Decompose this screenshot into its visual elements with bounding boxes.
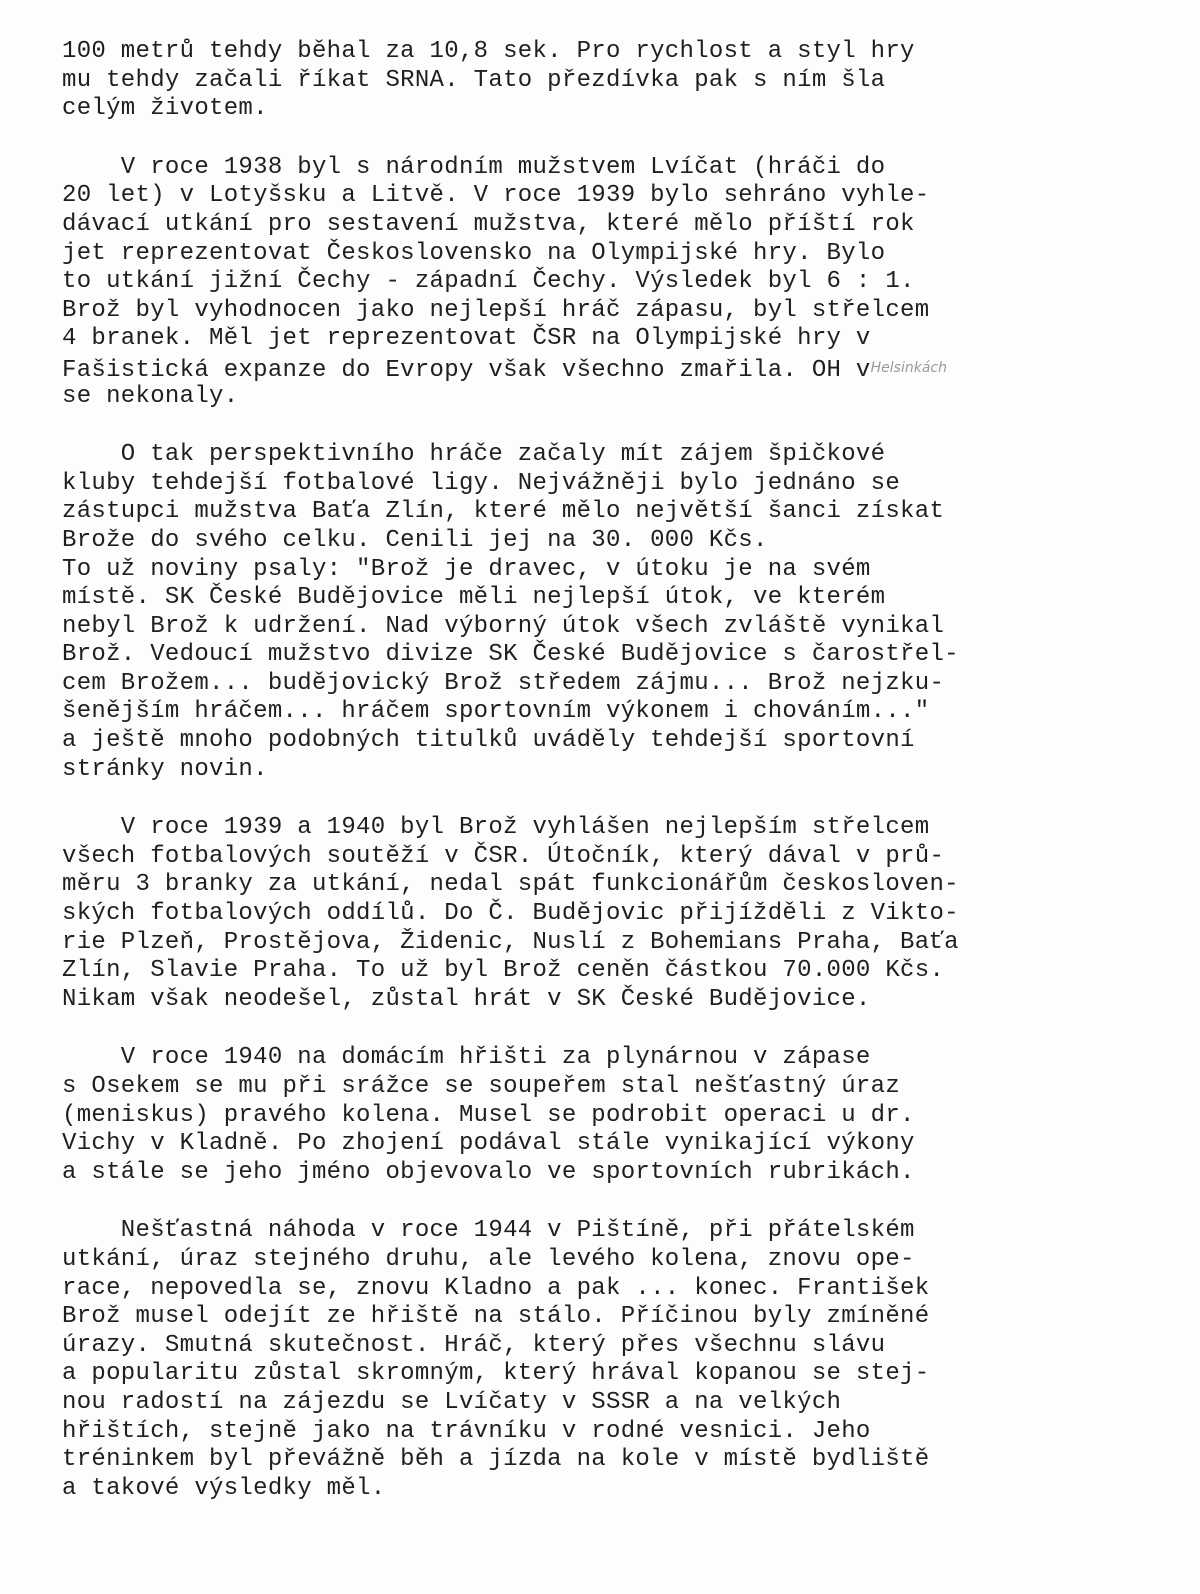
- text-line: měru 3 branky za utkání, nedal spát funkcionářům českosloven-: [62, 871, 959, 899]
- text-line: Brož musel odejít ze hřiště na stálo. Příčinou byly zmíněné: [62, 1303, 930, 1331]
- paragraph-2: [62, 154, 1162, 411]
- text-line: a stále se jeho jméno objevovalo ve sportovních rubrikách.: [62, 1158, 915, 1186]
- text-line: Nešťastná náhoda v roce 1944 v Pištíně, při přátelském: [62, 1217, 915, 1245]
- text-line: rie Plzeň, Prostějova, Židenic, Nuslí z Bohemians Praha, Baťa: [62, 928, 959, 956]
- text-line: nou radostí na zájezdu se Lvíčaty v SSSR a na velkých: [62, 1388, 842, 1416]
- text-line: Nikam však neodešel, zůstal hrát v SK České Budějovice.: [62, 985, 871, 1013]
- text-line: Brož byl vyhodnocen jako nejlepší hráč zápasu, byl střelcem: [62, 296, 930, 324]
- text-line: V roce 1940 na domácím hřišti za plynárnou v zápase: [62, 1044, 871, 1072]
- text-line: tréninkem byl převážně běh a jízda na kole v místě bydliště: [62, 1446, 930, 1474]
- document-body: [62, 38, 1162, 1503]
- text-line: úrazy. Smutná skutečnost. Hráč, který přes všechnu slávu: [62, 1331, 886, 1359]
- text-line: V roce 1939 a 1940 byl Brož vyhlášen nejlepším střelcem: [62, 814, 930, 842]
- text-line: [62, 354, 1162, 383]
- text-line: jet reprezentovat Československo na Olympijské hry. Bylo: [62, 239, 886, 267]
- text-line-content: Fašistická expanze do Evropy však všechno zmařila. OH v: [62, 356, 871, 384]
- text-line: dávací utkání pro sestavení mužstva, které mělo příští rok: [62, 210, 915, 238]
- text-line: mu tehdy začali říkat SRNA. Tato přezdívka pak s ním šla: [62, 66, 886, 94]
- text-line: stránky novin.: [62, 755, 268, 783]
- text-line: místě. SK České Budějovice měli nejlepší útok, ve kterém: [62, 584, 886, 612]
- text-line: 4 branek. Měl jet reprezentovat ČSR na Olympijské hry v: [62, 325, 871, 353]
- text-line: 100 metrů tehdy běhal za 10,8 sek. Pro rychlost a styl hry: [62, 38, 915, 65]
- text-line: zástupci mužstva Baťa Zlín, které mělo největší šanci získat: [62, 498, 945, 526]
- text-line: a ještě mnoho podobných titulků uváděly tehdejší sportovní: [62, 727, 915, 755]
- text-line: celým životem.: [62, 95, 268, 123]
- text-line: utkání, úraz stejného druhu, ale levého kolena, znovu ope-: [62, 1245, 915, 1273]
- handwritten-note: Helsinkách: [870, 359, 947, 376]
- text-line: hřištích, stejně jako na trávníku v rodné vesnici. Jeho: [62, 1417, 871, 1445]
- text-line: a popularitu zůstal skromným, který hrával kopanou se stej-: [62, 1360, 930, 1388]
- text-line: (meniskus) pravého kolena. Musel se podrobit operaci u dr.: [62, 1101, 915, 1129]
- text-line: O tak perspektivního hráče začaly mít zájem špičkové: [62, 441, 886, 469]
- text-line: 20 let) v Lotyšsku a Litvě. V roce 1939 bylo sehráno vyhle-: [62, 182, 930, 210]
- text-line: To už noviny psaly: "Brož je dravec, v útoku je na svém: [62, 555, 871, 583]
- paragraph-5: [62, 1044, 1162, 1187]
- text-line: a takové výsledky měl.: [62, 1474, 386, 1502]
- text-line: Vichy v Kladně. Po zhojení podával stále vynikající výkony: [62, 1130, 915, 1158]
- text-line: kluby tehdejší fotbalové ligy. Nejvážněji bylo jednáno se: [62, 469, 901, 497]
- text-line: se nekonaly.: [62, 382, 239, 410]
- paragraph-4: [62, 814, 1162, 1014]
- text-line: race, nepovedla se, znovu Kladno a pak ... konec. František: [62, 1274, 930, 1302]
- paragraph-1: [62, 38, 1162, 124]
- text-line: ských fotbalových oddílů. Do Č. Budějovic přijížděli z Vikto-: [62, 900, 959, 928]
- text-line: to utkání jižní Čechy - západní Čechy. Výsledek byl 6 : 1.: [62, 268, 915, 296]
- text-line: nebyl Brož k udržení. Nad výborný útok všech zvláště vynikal: [62, 612, 945, 640]
- paragraph-6: [62, 1217, 1162, 1503]
- text-line: Brože do svého celku. Cenili jej na 30. 000 Kčs.: [62, 526, 768, 554]
- text-line: Brož. Vedoucí mužstvo divize SK České Budějovice s čarostřel-: [62, 641, 959, 669]
- text-line: všech fotbalových soutěží v ČSR. Útočník, který dával v prů-: [62, 842, 945, 870]
- text-line: V roce 1938 byl s národním mužstvem Lvíčat (hráči do: [62, 153, 886, 181]
- text-line: šenějším hráčem... hráčem sportovním výkonem i chováním...": [62, 698, 930, 726]
- paragraph-3: [62, 441, 1162, 784]
- text-line: cem Brožem... budějovický Brož středem zájmu... Brož nejzku-: [62, 669, 945, 697]
- text-line: s Osekem se mu při srážce se soupeřem stal nešťastný úraz: [62, 1073, 901, 1100]
- text-line: Zlín, Slavie Praha. To už byl Brož ceněn částkou 70.000 Kčs.: [62, 957, 945, 985]
